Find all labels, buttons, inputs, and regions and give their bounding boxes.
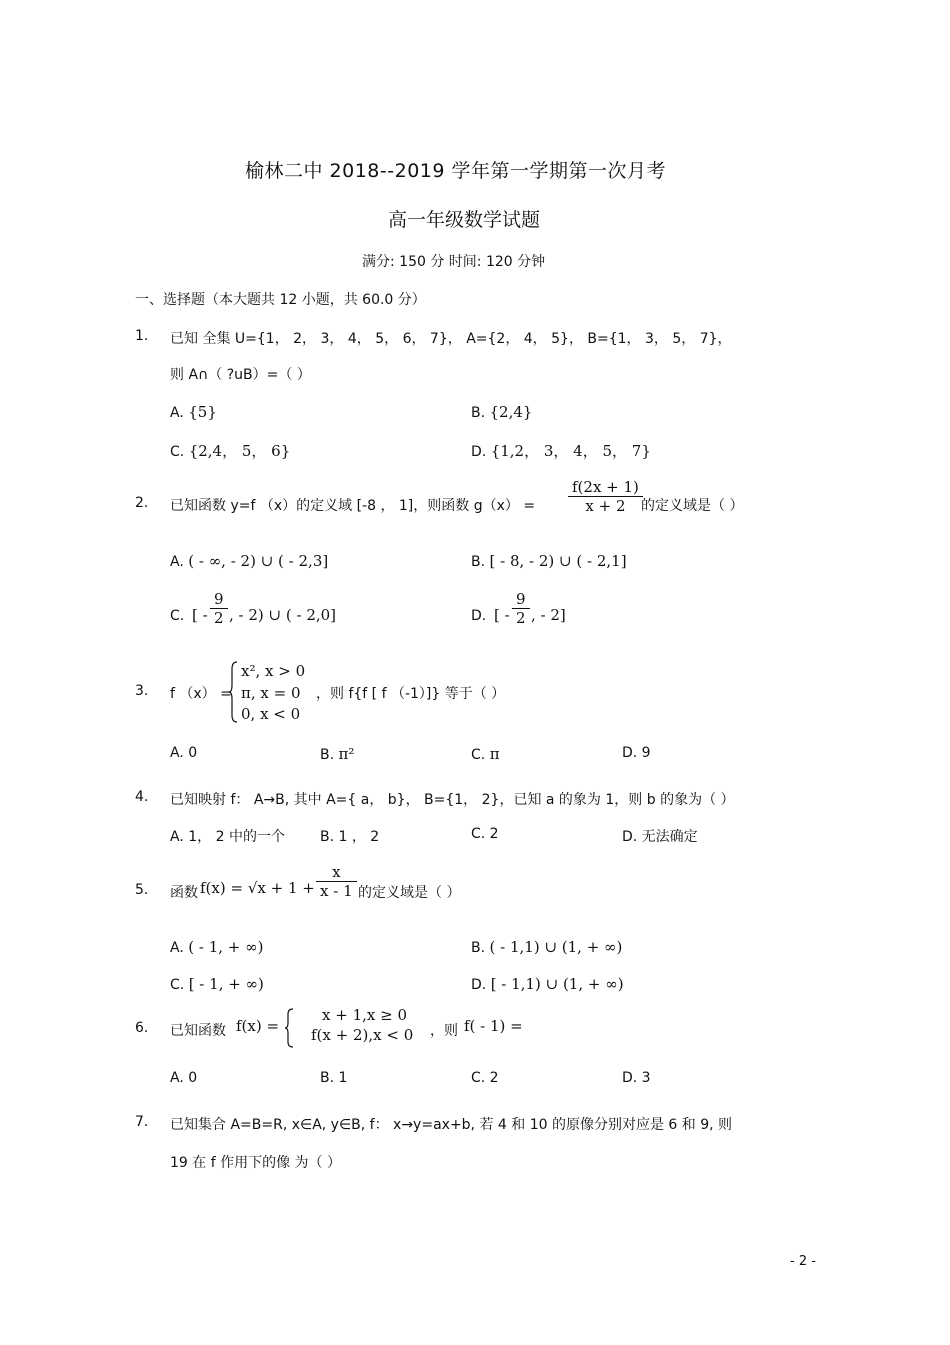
option-d: D. 3 — [622, 1070, 651, 1086]
option-d-fraction — [512, 590, 530, 627]
fraction-numerator: 9 — [214, 590, 224, 608]
option-b-label: B. — [320, 747, 335, 763]
question-number: 1. — [135, 328, 149, 344]
question-stem-2: 19 在 f 作用下的像 为（ ） — [170, 1155, 341, 1171]
case-2: π, x = 0 — [241, 684, 301, 702]
exam-subtitle: 高一年级数学试题 — [388, 209, 541, 231]
option-d-label: D. — [471, 977, 487, 993]
option-d: D. 9 — [622, 745, 651, 761]
option-c-label: C. — [170, 444, 185, 460]
option-c: C. 2 — [471, 826, 499, 842]
option-a-label: A. — [170, 940, 184, 956]
option-c-value: {2,4， 5， 6} — [188, 442, 291, 460]
question-stem-tail: ，则 f{f [ f （-1）]} 等于（ ） — [316, 686, 506, 702]
option-c-value: π — [489, 745, 500, 763]
function-expression: f(x) = — [236, 1017, 280, 1035]
option-b: B. 1 — [320, 1070, 348, 1086]
option-a — [170, 552, 328, 570]
case-2: f(x + 2),x < 0 — [311, 1026, 414, 1044]
question-number: 2. — [135, 495, 149, 511]
question-stem-tail: ，则 — [430, 1023, 458, 1039]
option-c-value: [ - 1, + ∞) — [188, 975, 264, 993]
function-expression: f(x) = √x + 1 + — [200, 879, 315, 897]
fraction-numerator: x — [332, 863, 341, 881]
option-b — [471, 403, 532, 421]
fraction-numerator: 9 — [516, 590, 526, 608]
question-number: 3. — [135, 683, 149, 699]
question-number: 7. — [135, 1114, 149, 1130]
option-c-label: C. — [471, 747, 486, 763]
fraction-denominator: x + 2 — [568, 496, 643, 515]
fraction-denominator: x - 1 — [316, 881, 357, 900]
option-d — [471, 440, 651, 461]
option-a — [170, 403, 217, 421]
option-c: C. 2 — [471, 1070, 499, 1086]
page-number: - 2 - — [790, 1254, 816, 1269]
option-c-label: C. — [170, 977, 185, 993]
option-a-value: {5} — [188, 403, 217, 421]
fraction-numerator: f(2x + 1) — [572, 478, 639, 496]
case-3: 0, x < 0 — [241, 705, 301, 723]
option-a: A. 0 — [170, 1070, 198, 1086]
option-d-label: D. — [471, 608, 487, 624]
option-b-label: B. — [471, 554, 486, 570]
option-b: B. 1 ， 2 — [320, 829, 380, 845]
option-d: D. 无法确定 — [622, 829, 698, 845]
question-number: 4. — [135, 789, 149, 805]
question-expression: f( - 1) = — [464, 1017, 523, 1035]
fraction — [316, 863, 357, 900]
question-stem: 已知 全集 U={1， 2， 3， 4， 5， 6， 7}， A={2， 4， 5}， B={1， 3， 5， 7}， — [170, 331, 732, 347]
option-a — [170, 938, 263, 956]
option-c — [170, 975, 264, 993]
question-stem: f （x） = — [170, 686, 232, 702]
option-b-label: B. — [471, 405, 486, 421]
option-c-fraction — [210, 590, 228, 627]
option-c-prefix: [ - — [192, 606, 208, 624]
option-d-label: D. — [471, 444, 487, 460]
case-1: x + 1,x ≥ 0 — [322, 1006, 407, 1024]
section-heading: 一、选择题（本大题共 12 小题，共 60.0 分） — [135, 292, 426, 308]
option-a-label: A. — [170, 405, 184, 421]
left-brace-icon — [285, 1008, 295, 1048]
option-c-suffix: , - 2) ∪ ( - 2,0] — [229, 606, 337, 624]
left-brace-icon — [229, 661, 239, 723]
option-c — [170, 440, 290, 461]
option-c-label: C. — [170, 608, 185, 624]
option-a: A. 1， 2 中的一个 — [170, 829, 285, 845]
question-stem: 已知函数 y=f （x）的定义域 [-8 ， 1]，则函数 g（x） = — [170, 498, 536, 514]
question-stem: 已知集合 A=B=R, x∈A, y∈B, f： x→y=ax+b, 若 4 和 10 的原像分别对应是 6 和 9, 则 — [170, 1117, 733, 1133]
case-1: x², x > 0 — [241, 662, 306, 680]
option-b — [471, 938, 622, 956]
exam-title: 榆林二中 2018--2019 学年第一学期第一次月考 — [245, 160, 666, 182]
question-number: 6. — [135, 1020, 149, 1036]
option-b-value: ( - 1,1) ∪ (1, + ∞) — [489, 938, 623, 956]
question-stem-2: 则 A∩（ ?uB）=（ ） — [170, 367, 311, 383]
option-d-prefix: [ - — [494, 606, 510, 624]
option-b — [471, 552, 627, 570]
option-d — [471, 975, 624, 993]
option-d-suffix: , - 2] — [531, 606, 566, 624]
fraction-denominator: 2 — [512, 608, 530, 627]
option-a-value: ( - 1, + ∞) — [188, 938, 264, 956]
option-b-value: {2,4} — [489, 403, 533, 421]
question-stem-tail: 的定义域是（ ） — [358, 885, 461, 901]
question-stem: 函数 — [170, 885, 198, 901]
option-c — [471, 745, 500, 763]
option-b — [320, 745, 354, 763]
fraction — [568, 478, 643, 515]
option-a-value: ( - ∞, - 2) ∪ ( - 2,3] — [188, 552, 329, 570]
option-d-value: {1,2， 3， 4， 5， 7} — [490, 442, 651, 460]
option-a-label: A. — [170, 554, 184, 570]
exam-meta: 满分: 150 分 时间: 120 分钟 — [362, 254, 546, 270]
option-d-value: [ - 1,1) ∪ (1, + ∞) — [490, 975, 624, 993]
option-b-value: π² — [338, 745, 355, 763]
option-a: A. 0 — [170, 745, 198, 761]
question-stem: 已知映射 f： A→B, 其中 A={ a， b}， B={1， 2}，已知 a 的象为 1，则 b 的象为（ ） — [170, 792, 735, 808]
question-stem: 已知函数 — [170, 1023, 226, 1039]
fraction-denominator: 2 — [210, 608, 228, 627]
question-number: 5. — [135, 882, 149, 898]
option-b-label: B. — [471, 940, 486, 956]
question-stem-tail: 的定义域是（ ） — [641, 498, 744, 514]
option-b-value: [ - 8, - 2) ∪ ( - 2,1] — [489, 552, 627, 570]
